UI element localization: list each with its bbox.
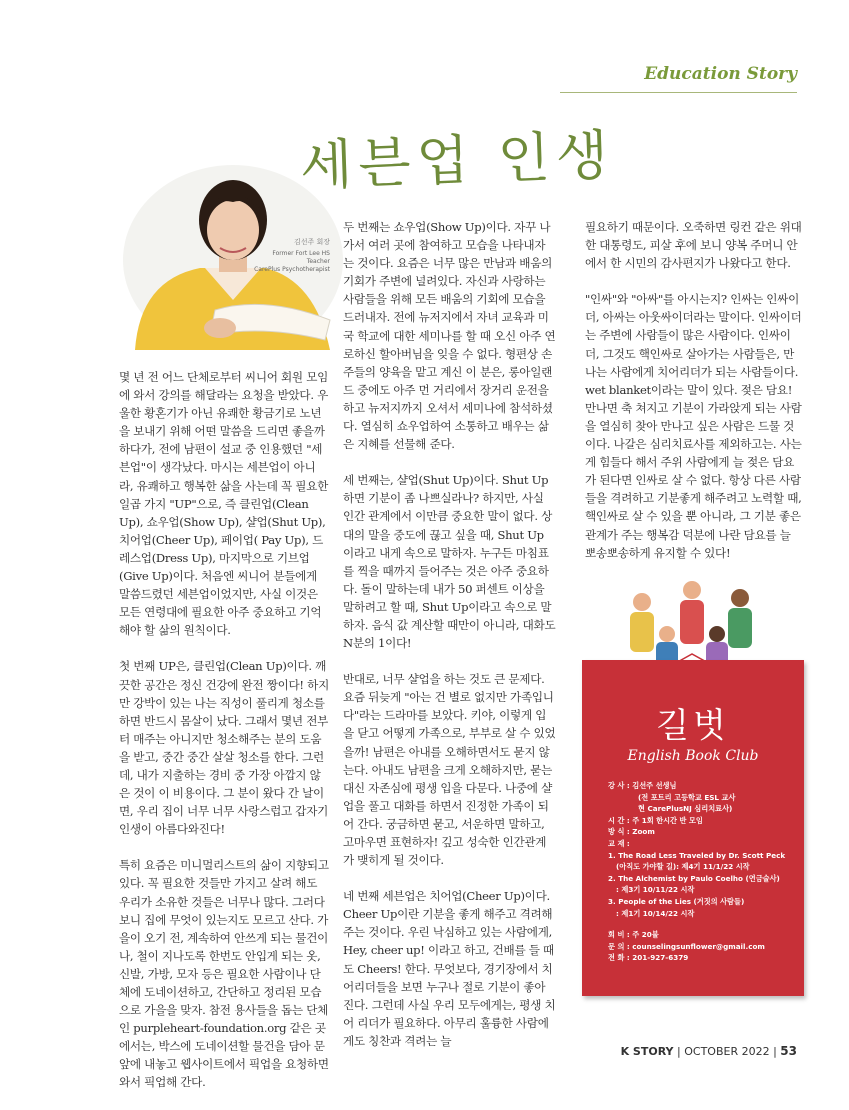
club-contact-phone[interactable]: 전 화 : 201-927-6379 <box>608 953 689 963</box>
club-detail-line: : 제3기 10/11/22 시작 <box>616 885 695 895</box>
club-detail-line: (아직도 가야할 길): 제4기 11/1/22 시작 <box>616 862 750 872</box>
paragraph: 필요하기 때문이다. 오죽하면 링컨 같은 위대한 대통령도, 피살 후에 보니 양복 주머니 안에서 한 시민의 감사편지가 나왔다고 한다. <box>585 220 802 271</box>
club-detail-line: 현 CarePlusNJ 심리치료사) <box>638 804 733 814</box>
club-detail-line: 3. People of the Lies (거짓의 사람들) <box>608 896 745 906</box>
club-detail-line: 1. The Road Less Traveled by Dr. Scott Peck <box>608 850 786 860</box>
paragraph: 두 번째는 쇼우업(Show Up)이다. 자꾸 나가서 여러 곳에 참여하고 모습을 나타내자는 것이다. 요즘은 너무 많은 만남과 배움의 기회가 주변에 널려있다. 자신과 사랑하는 사람들을 위해 모든 배움의 기회에 모습을 드러내자. 전에 뉴저지에서 자녀 교육과 미국 학교에 대한 세미나를 할 때 오신 아주 연로하신 할아버님을 잊을 수 없다. 형편상 손주들의 양육을 맡고 계신 이 분은, 롱아일랜드 중에도 아주 먼 거리에서 장거리 운전을 하고 뉴저지까지 오셔서 세미나에 참석하셨다. 열심히 쇼우업하여 소통하고 배우는 삶은 지혜를 선물해 준다. <box>343 220 556 452</box>
caption-line: Former Fort Lee HS Teacher <box>272 250 330 265</box>
club-subtitle: English Book Club <box>627 748 759 764</box>
page-footer <box>621 1044 797 1058</box>
book-club-box <box>582 660 804 996</box>
section-tag: Education Story <box>644 64 797 84</box>
caption-line: CarePlus Psychotherapist <box>254 266 330 273</box>
club-detail-line: 2. The Alchemist by Paulo Coelho (연금술사) <box>608 873 780 883</box>
article-column-2 <box>343 218 556 1068</box>
club-detail-line: 시 간 : 주 1회 한시간 반 모임 <box>608 815 703 825</box>
club-detail-line: (전 포트리 고등학교 ESL 교사 <box>638 792 736 802</box>
issue-date: OCTOBER 2022 <box>684 1045 770 1058</box>
magazine-name: K STORY <box>620 1045 674 1058</box>
article-column-1 <box>119 368 329 1110</box>
paragraph: 반대로, 너무 샬업을 하는 것도 큰 문제다. 요즘 뒤늦게 "아는 건 별로 없지만 가족입니다"라는 드라마를 보았다. 키야, 이렇게 입을 닫고 어떻게 가족으로, 부부로 살 수 있었을까! 남편은 아내를 오해하면서도 묻지 않는다. 아내도 남편을 크게 오해하지만, 묻는 대신 자존심에 평생 입을 다문다. 나중에 샬업을 풀고 대화를 하면서 진정한 가족이 되어 간다. 궁금하면 묻고, 서운하면 말하고, 고마우면 표현하자! 깊고 성숙한 인간관계가 맺히게 될 것이다. <box>343 672 556 868</box>
footer-sep: | <box>677 1045 685 1058</box>
portrait-caption <box>250 238 330 274</box>
club-title: 길벗 <box>656 706 730 746</box>
club-detail-line: : 제1기 10/14/22 시작 <box>616 908 695 918</box>
club-detail-line: 회 비 : 주 20불 <box>608 930 659 940</box>
paragraph: 네 번째 세븐업은 치어업(Cheer Up)이다. Cheer Up이란 기분을 좋게 해주고 격려해주는 것이다. 우린 낙심하고 있는 사람에게, Hey, cheer up! 이라고 하고, 건배를 들 때도 Cheers! 한다. 무엇보다, 경기장에서 치어리더들을 보면 누구나 절로 기분이 좋아진다. 그런데 사실 우리 모두에게는, 평생 치어 리더가 필요하다. 아무리 훌륭한 사람에게도 칭찬과 격려는 늘 <box>343 889 556 1048</box>
caption-name: 김선주 회장 <box>293 238 330 246</box>
paragraph: "인싸"와 "아싸"를 아시는지? 인싸는 인싸이더, 아싸는 아웃싸이더라는 말이다. 인싸이더는 주변에 사람들이 많은 사람이다. 인싸이더, 그것도 핵인싸로 살아가는 사람들은, 만나는 사람에게 치어리더가 되는 사람들이다. wet blanket이라는 말이 있다. 젖은 담요! 만나면 축 쳐지고 기분이 가라앉게 되는 사람을 열심히 찾아 만나고 싶은 사람은 드물 것이다. 나갈은 심리치료사를 제외하고는. 사는 게 힘들다 해서 주위 사람에게 늘 젖은 담요가 된다면 인싸로 살 수 없다. 항상 다른 사람들을 격려하고 기분좋게 해주려고 노력할 때, 핵인싸로 살 수 있을 뿐 아니라, 그 기분 좋은 관계가 주는 행복감 덕분에 나란 담요를 늘 뽀송뽀송하게 유지할 수 있다! <box>585 292 802 560</box>
club-detail-line: 교 재 : <box>608 838 630 848</box>
paragraph: 몇 년 전 어느 단체로부터 씨니어 회원 모임에 와서 강의를 해달라는 요청을 받았다. 우울한 황혼기가 아닌 유쾌한 황금기로 노년을 보내기 위해 어떤 말씀을 드리면 좋을까 하다가, 전에 남편이 설교 중 인용했던 "세븐업"이 생각났다. 마시는 세븐업이 아니라, 유쾌하고 행복한 삶을 사는데 꼭 필요한 일곱 가지 "UP"으로, 즉 클린업(Clean Up), 쇼우업(Show Up), 샬업(Shut Up), 치어업(Cheer Up), 페이업( Pay Up), 드레스업(Dress Up), 마지막으로 기브업(Give Up)이다. 처음엔 씨니어 분들에게 말씀드렸던 세븐업이었지만, 사실 이것은 모든 연령대에 필요한 아주 중요하고 기억해야 할 삶의 원칙이다. <box>119 370 328 638</box>
club-details <box>608 780 798 964</box>
page-number: 53 <box>780 1044 797 1058</box>
club-detail-line: 방 식 : Zoom <box>608 827 655 837</box>
section-divider <box>560 92 797 93</box>
club-contact-email[interactable]: 문 의 : counselingsunflower@gmail.com <box>608 941 765 951</box>
article-column-3 <box>585 218 803 580</box>
paragraph: 첫 번째 UP은, 클린업(Clean Up)이다. 깨끗한 공간은 정신 건강에 완전 짱이다! 하지만 강박이 있는 나는 직성이 풀리게 청소를 하면 반드시 몸살이 났다. 그래서 몇년 전부터 매주는 아니지만 청소해주는 분의 도움을 받고, 중간 중간 살살 청소를 한다. 그런데, 내가 지출하는 경비 중 가장 아깝지 않은 것이 이 비용이다. 그 분이 왔다 간 날이면, 우리 집이 너무 너무 사랑스럽고 갑자기 인생이 아름다와진다! <box>119 659 329 837</box>
club-detail-line: 강 사 : 김선주 선생님 <box>608 781 677 790</box>
article-title: 세븐업 인생 <box>299 123 616 198</box>
footer-sep: | <box>773 1045 781 1058</box>
paragraph: 세 번째는, 샬업(Shut Up)이다. Shut Up 하면 기분이 좀 나쁘실라나? 하지만, 사실 인간 관계에서 이만큼 중요한 말이 없다. 상대의 말을 중도에 끊고 싶을 때, Shut Up 이라고 내게 속으로 말하자. 누구든 마침표를 찍을 때까지 들어주는 것은 아주 중요하다. 돌이 말하는데 내가 50 퍼센트 이상을 말하려고 할 때, Shut Up이라고 속으로 말하자. 음식 값 계산할 때만이 아니라, 대화도 N분의 1이다! <box>343 473 556 651</box>
paragraph: 특히 요즘은 미니멀리스트의 삶이 지향되고 있다. 꼭 필요한 것들만 가지고 살려 해도 우리가 소유한 것들은 너무나 많다. 그러다보니 집에 무엇이 있는지도 모르고 산다. 가을이 오기 전, 계속하여 안쓰게 되는 물건이나, 철이 지나도록 한번도 안입게 되는 옷, 신발, 가방, 모자 등은 필요한 사람이나 단체에 도네이션하고, 간단하고 정리된 모습으로 가을을 맞자. 참전 용사들을 돕는 단체인 purpleheart-foundation.org 같은 곳에서는, 박스에 도네이션할 물건을 담아 문 앞에 내놓고 웹사이트에서 픽업을 요청하면 와서 픽업해 간다. <box>119 858 329 1090</box>
